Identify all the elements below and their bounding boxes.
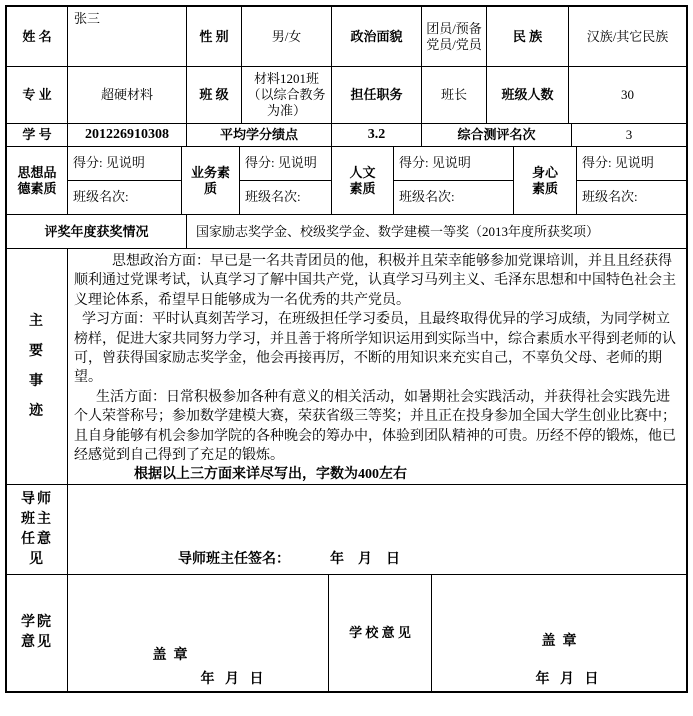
class-label-cell	[187, 67, 242, 124]
main-deeds-label-char-4: 迹	[29, 403, 45, 419]
name-label: 姓 名	[22, 28, 52, 44]
professional-score: 得分: 见说明	[240, 147, 331, 181]
gender-value-cell	[242, 7, 332, 67]
humanistic-quality-label: 人文 素质	[349, 164, 376, 196]
school-opinion-content-cell	[432, 575, 686, 691]
physical-quality-label-cell	[514, 147, 577, 215]
rank-label: 综合测评名次	[457, 127, 536, 142]
major-label-cell	[7, 67, 68, 124]
class-label: 班 级	[199, 87, 229, 102]
class-size-label-cell	[487, 67, 569, 124]
student-id-value: 201226910308	[85, 127, 169, 142]
college-opinion-label-cell	[7, 575, 68, 691]
gpa-value: 3.2	[367, 127, 386, 142]
college-date-placeholder: 年 月 日	[200, 672, 264, 687]
deeds-paragraph-life: 生活方面：日常积极参加各种有意义的相关活动，如暑期社会实践活动，并获得社会实践先进个人荣誉称号；参加数学建模大赛，荣获省级三等奖；并且正在投身参加全国大学生创业比赛中；且自身能够有机会参加学院的各种晚会的筹办中，体验到团队精神的可贵。历经不停的锻炼，他已经感觉到自己得到了充足的锻炼。	[74, 389, 676, 464]
row-advisor-opinion	[7, 485, 686, 575]
professional-quality-label-cell	[182, 147, 240, 215]
gpa-value-cell	[332, 124, 422, 147]
college-label-line-2: 意见	[21, 635, 53, 650]
gender-label-cell	[187, 7, 242, 67]
moral-score: 得分: 见说明	[68, 147, 181, 181]
humanistic-score: 得分: 见说明	[394, 147, 513, 181]
deeds-paragraph-study: 学习方面：平时认真刻苦学习，在班级担任学习委员，且最终取得优异的学习成绩，为同学树立榜样，促进大家共同努力学习，并且善于将所学知识运用到实际当中，综合素质水平得到老师的认可，曾获得国家励志奖学金，他会再接再厉，不断的用知识来充实自己，不辜负父母、老师的期望。	[74, 312, 676, 386]
rank-value: 3	[625, 127, 633, 142]
major-value-cell	[68, 67, 187, 124]
awards-value-cell	[187, 215, 686, 249]
school-opinion-label-cell	[329, 575, 432, 691]
class-size-value-cell	[569, 67, 686, 124]
ethnicity-label-cell	[487, 7, 569, 67]
name-label-cell	[7, 7, 68, 67]
political-value: 团员/预备党员/党员	[426, 20, 482, 52]
gpa-label: 平均学分绩点	[219, 127, 298, 142]
advisor-opinion-content-cell	[68, 485, 686, 575]
main-deeds-label-char-3: 事	[29, 373, 45, 389]
ethnicity-value-cell	[569, 7, 686, 67]
main-deeds-label-char-1: 主	[29, 313, 45, 329]
school-opinion-label: 学 校 意 见	[349, 625, 411, 640]
professional-quality-label: 业务素 质	[190, 164, 230, 196]
row-student-id-gpa	[7, 124, 686, 147]
student-id-label: 学 号	[22, 127, 52, 142]
humanistic-quality-value-cell	[394, 147, 514, 215]
college-seal-placeholder: 盖 章	[152, 648, 188, 663]
deeds-paragraph-instruction: 根据以上三方面来详尽写出，字数为400左右	[134, 467, 407, 483]
advisor-signature-label: 导师班主任签名：	[178, 552, 290, 567]
row-basic-info-1	[7, 7, 686, 67]
physical-score: 得分: 见说明	[577, 147, 686, 181]
school-seal-placeholder: 盖 章	[541, 634, 577, 649]
political-label: 政治面貌	[350, 28, 403, 44]
main-deeds-content-cell	[68, 249, 686, 485]
gpa-label-cell	[187, 124, 332, 147]
row-college-school-opinion	[7, 575, 686, 691]
moral-quality-label: 思想品 德素质	[17, 164, 57, 196]
political-label-cell	[332, 7, 422, 67]
class-size-value: 30	[621, 87, 634, 102]
gender-value: 男/女	[271, 28, 302, 44]
humanistic-quality-label-cell	[332, 147, 394, 215]
duty-label: 担任职务	[350, 87, 403, 102]
main-deeds-label-cell	[7, 249, 68, 485]
rank-value-cell	[572, 124, 686, 147]
political-value-cell	[422, 7, 487, 67]
name-value: 张三	[74, 11, 101, 26]
physical-quality-value-cell	[577, 147, 686, 215]
awards-label-cell	[7, 215, 187, 249]
advisor-label-line-3: 任意	[21, 531, 53, 547]
gender-label: 性 别	[199, 28, 229, 44]
duty-label-cell	[332, 67, 422, 124]
physical-rank: 班级名次:	[582, 189, 638, 205]
awards-value: 国家励志奖学金、校级奖学金、数学建模一等奖（2013年度所获奖项）	[196, 223, 600, 239]
class-value-cell	[242, 67, 332, 124]
moral-quality-value-cell	[68, 147, 182, 215]
humanistic-rank: 班级名次:	[399, 189, 455, 205]
duty-value-cell	[422, 67, 487, 124]
school-date-placeholder: 年 月 日	[535, 672, 599, 687]
advisor-label-line-2: 班主	[21, 511, 53, 527]
advisor-label-line-1: 导师	[21, 491, 53, 507]
awards-label: 评奖年度获奖情况	[44, 223, 149, 239]
row-qualities	[7, 147, 686, 215]
major-label: 专 业	[22, 87, 52, 102]
moral-quality-label-cell	[7, 147, 68, 215]
main-deeds-label-char-2: 要	[29, 343, 45, 359]
row-basic-info-2	[7, 67, 686, 124]
row-main-deeds	[7, 249, 686, 485]
student-id-label-cell	[7, 124, 68, 147]
advisor-opinion-label-cell	[7, 485, 68, 575]
advisor-label-line-4: 见	[29, 551, 45, 567]
college-label-line-1: 学院	[21, 615, 53, 630]
class-value: 材料1201班（以综合教务为准）	[247, 71, 326, 118]
row-awards	[7, 215, 686, 249]
ethnicity-value: 汉族/其它民族	[586, 28, 669, 44]
rank-label-cell	[422, 124, 572, 147]
ethnicity-label: 民 族	[512, 28, 543, 44]
deeds-paragraph-ideology: 思想政治方面：早已是一名共青团员的他，积极并且荣幸能够参加党课培训，并且且经获得顺利通过党课考试，认真学习了解中国共产党，认真学习马列主义、毛泽东思想和中国特色社会主义理论体系，希望早日能够成为一名优秀的共产党员。	[74, 254, 676, 308]
physical-quality-label: 身心 素质	[531, 164, 558, 196]
moral-rank: 班级名次:	[73, 189, 129, 205]
student-id-value-cell	[68, 124, 187, 147]
college-opinion-content-cell	[68, 575, 329, 691]
major-value: 超硬材料	[100, 87, 153, 102]
professional-rank: 班级名次:	[245, 189, 301, 205]
advisor-date-placeholder: 年 月 日	[330, 552, 400, 567]
student-evaluation-table	[5, 5, 688, 693]
name-value-cell	[68, 7, 187, 67]
class-size-label: 班级人数	[501, 87, 554, 102]
professional-quality-value-cell	[240, 147, 332, 215]
duty-value: 班长	[440, 87, 467, 102]
